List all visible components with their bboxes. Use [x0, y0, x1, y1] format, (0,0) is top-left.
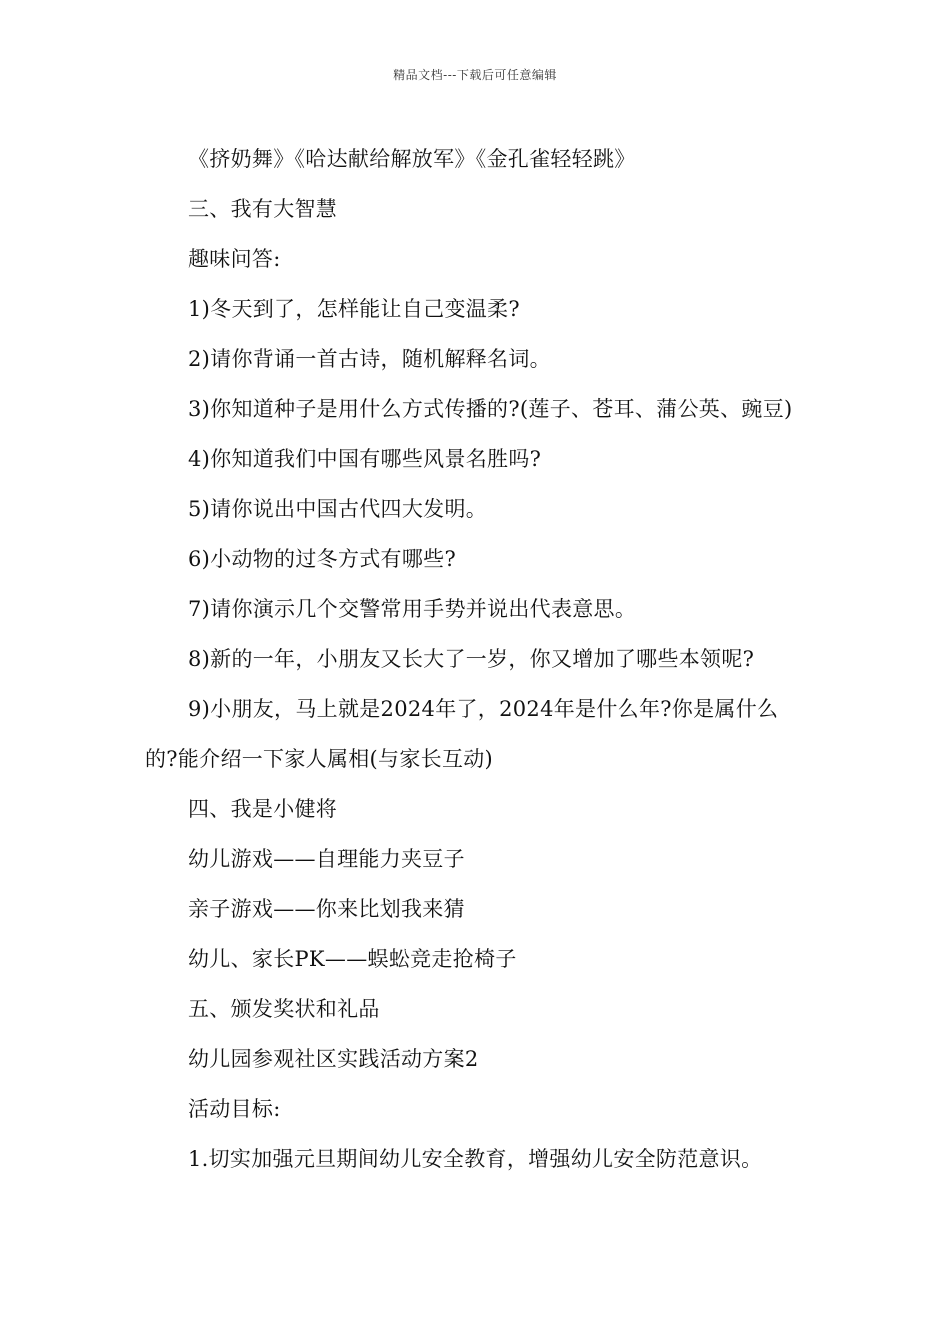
- section-heading-4: 四、我是小健将: [188, 797, 338, 821]
- quiz-question-8: 8)新的一年，小朋友又长大了一岁，你又增加了哪些本领呢?: [188, 647, 755, 671]
- quiz-question-1: 1)冬天到了，怎样能让自己变温柔?: [188, 297, 520, 321]
- paragraph-quiz-label: 趣味问答:: [188, 247, 281, 271]
- game-item-3: 幼儿、家长PK——蜈蚣竞走抢椅子: [188, 947, 517, 971]
- activity-goal-1: 1.切实加强元旦期间幼儿安全教育，增强幼儿安全防范意识。: [188, 1147, 763, 1171]
- quiz-question-3: 3)你知道种子是用什么方式传播的?(莲子、苍耳、蒲公英、豌豆): [188, 397, 793, 421]
- game-item-1: 幼儿游戏——自理能力夹豆子: [188, 847, 465, 871]
- page-header: 精品文档---下载后可任意编辑: [393, 68, 557, 82]
- section-heading-5: 五、颁发奖状和礼品: [188, 997, 380, 1021]
- activity-goals-label: 活动目标:: [188, 1097, 281, 1121]
- quiz-question-2: 2)请你背诵一首古诗，随机解释名词。: [188, 347, 551, 371]
- plan-title-2: 幼儿园参观社区实践活动方案2: [188, 1047, 479, 1071]
- quiz-question-5: 5)请你说出中国古代四大发明。: [188, 497, 488, 521]
- game-item-2: 亲子游戏——你来比划我来猜: [188, 897, 465, 921]
- document-body: [145, 134, 810, 1184]
- quiz-question-6: 6)小动物的过冬方式有哪些?: [188, 547, 457, 571]
- paragraph-dance-titles: 《挤奶舞》《哈达献给解放军》《金孔雀轻轻跳》: [188, 147, 636, 171]
- section-heading-3: 三、我有大智慧: [188, 197, 338, 221]
- quiz-question-9: 9)小朋友，马上就是2024年了，2024年是什么年?你是属什么的?能介绍一下家人属相(与家长互动): [145, 697, 779, 771]
- quiz-question-4: 4)你知道我们中国有哪些风景名胜吗?: [188, 447, 542, 471]
- quiz-question-7: 7)请你演示几个交警常用手势并说出代表意思。: [188, 597, 637, 621]
